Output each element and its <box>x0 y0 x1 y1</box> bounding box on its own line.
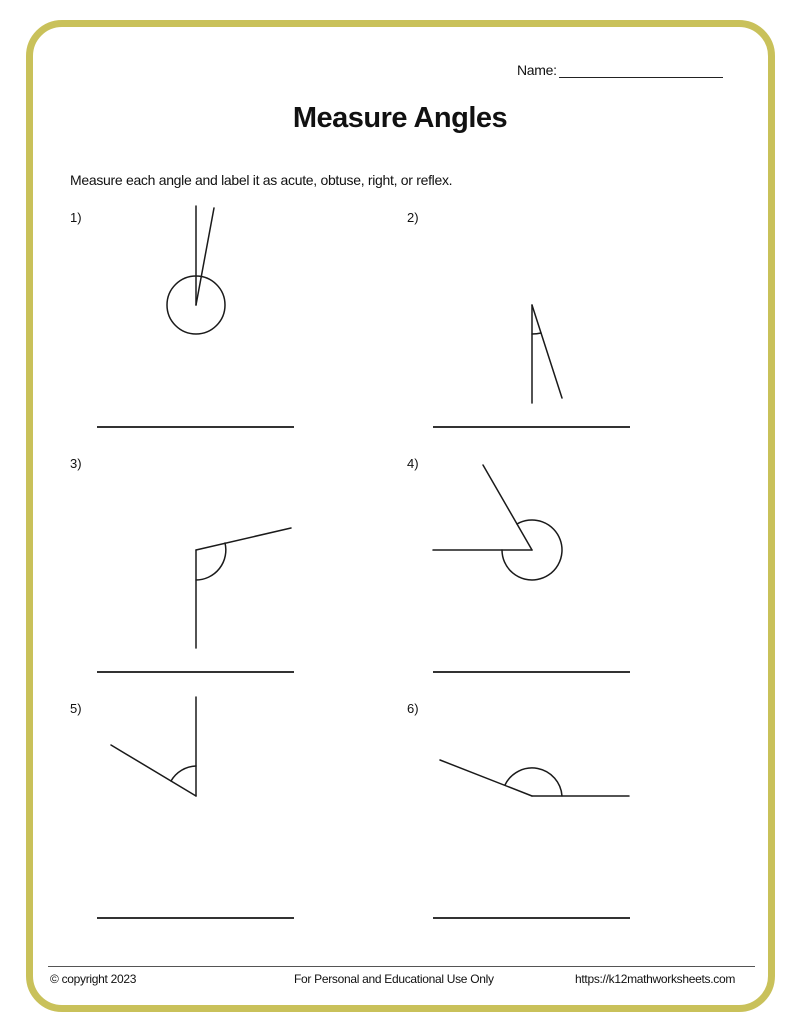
problem-6-number: 6) <box>407 701 419 716</box>
angle-5-diagram <box>111 697 196 796</box>
footer-url[interactable]: https://k12mathworksheets.com <box>575 972 736 986</box>
angle-6-diagram <box>440 760 629 796</box>
problem-2-number: 2) <box>407 210 419 225</box>
problem-4-number: 4) <box>407 456 419 471</box>
footer-divider <box>48 966 755 967</box>
problem-3-number: 3) <box>70 456 82 471</box>
footer-copyright: © copyright 2023 <box>50 972 137 986</box>
name-label: Name: <box>517 62 557 78</box>
problem-5-number: 5) <box>70 701 82 716</box>
instructions: Measure each angle and label it as acute, obtuse, right, or reflex. <box>70 172 453 188</box>
angle-2-diagram <box>532 305 562 403</box>
angle-4-diagram <box>433 465 562 580</box>
angle-3-diagram <box>196 528 291 648</box>
footer-usage: For Personal and Educational Use Only <box>294 972 494 986</box>
problem-1-number: 1) <box>70 210 82 225</box>
angle-1-diagram <box>167 206 225 334</box>
page-title: Measure Angles <box>292 102 508 134</box>
